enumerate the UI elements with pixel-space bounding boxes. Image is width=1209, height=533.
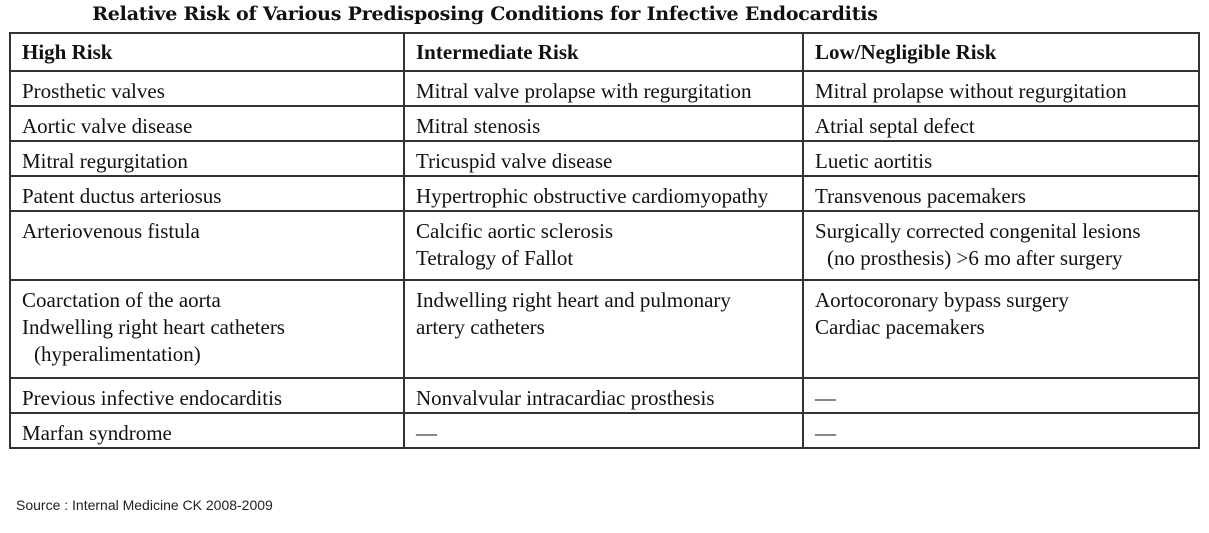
cell-intermediate: Mitral stenosis (404, 106, 803, 141)
table-row (10, 280, 1199, 378)
cell-low: — (803, 413, 1199, 448)
header-intermediate-risk: Intermediate Risk (404, 33, 803, 71)
cell-intermediate: Calcific aortic sclerosis Tetralogy of Fallot (404, 211, 803, 280)
cell-high: Marfan syndrome (10, 413, 404, 448)
cell-intermediate: Tricuspid valve disease (404, 141, 803, 176)
cell-low: Transvenous pacemakers (803, 176, 1199, 211)
header-high-risk: High Risk (10, 33, 404, 71)
table-row (10, 106, 1199, 141)
table-row (10, 211, 1199, 280)
cell-high: Prosthetic valves (10, 71, 404, 106)
cell-low: Aortocoronary bypass surgery Cardiac pacemakers (803, 280, 1199, 378)
source-caption: Source : Internal Medicine CK 2008-2009 (16, 497, 273, 513)
cell-intermediate: Indwelling right heart and pulmonary artery catheters (404, 280, 803, 378)
cell-low: Mitral prolapse without regurgitation (803, 71, 1199, 106)
header-low-risk: Low/Negligible Risk (803, 33, 1199, 71)
cell-intermediate: Mitral valve prolapse with regurgitation (404, 71, 803, 106)
header-row (10, 33, 1199, 71)
cell-high: Previous infective endocarditis (10, 378, 404, 413)
table-row (10, 413, 1199, 448)
cell-high: Arteriovenous fistula (10, 211, 404, 280)
table-row (10, 141, 1199, 176)
table-row (10, 71, 1199, 106)
cell-low: Surgically corrected congenital lesions (no prosthesis) >6 mo after surgery (803, 211, 1199, 280)
table-row (10, 378, 1199, 413)
cell-low: — (803, 378, 1199, 413)
cell-high: Mitral regurgitation (10, 141, 404, 176)
cell-high: Coarctation of the aorta Indwelling right heart catheters (hyperalimentation) (10, 280, 404, 378)
cell-low: Atrial septal defect (803, 106, 1199, 141)
cell-low: Luetic aortitis (803, 141, 1199, 176)
cell-high: Aortic valve disease (10, 106, 404, 141)
risk-table (9, 32, 1200, 449)
cell-high: Patent ductus arteriosus (10, 176, 404, 211)
cell-intermediate: Hypertrophic obstructive cardiomyopathy (404, 176, 803, 211)
cell-intermediate: Nonvalvular intracardiac prosthesis (404, 378, 803, 413)
cell-intermediate: — (404, 413, 803, 448)
table-row (10, 176, 1199, 211)
table-title: Relative Risk of Various Predisposing Conditions for Infective Endocarditis (92, 3, 878, 25)
